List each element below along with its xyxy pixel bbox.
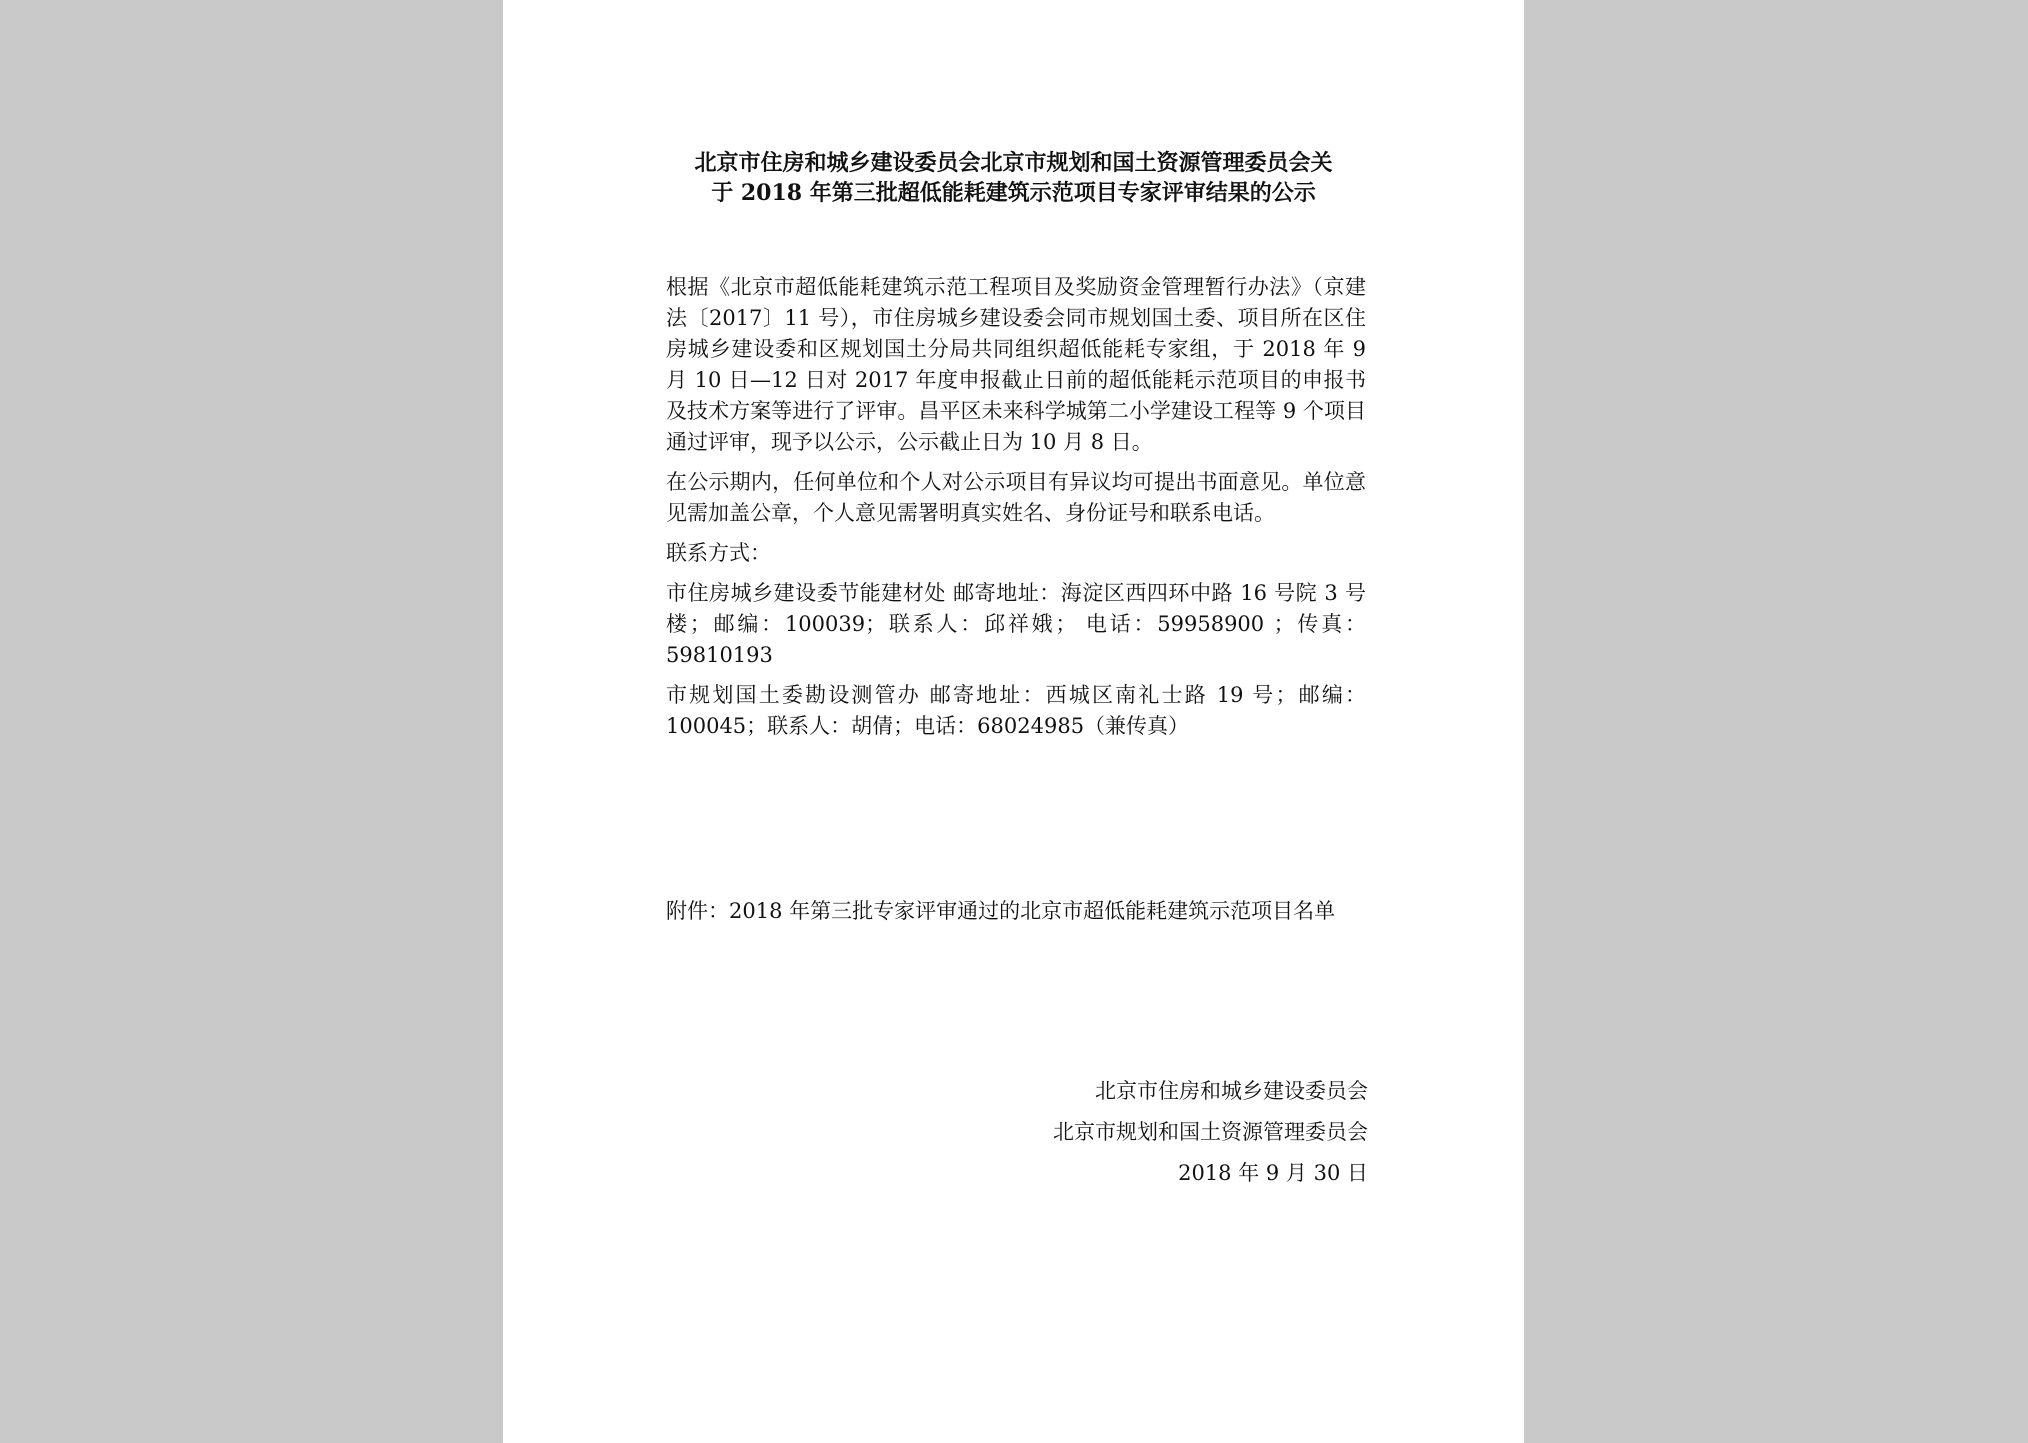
paragraph-contact-planning: 市规划国土委勘设测管办 邮寄地址：西城区南礼士路 19 号；邮编：100045；联系人：胡倩；电话：68024985（兼传真） [666, 683, 1366, 738]
signature-org-2: 北京市规划和国土资源管理委员会 [1053, 1120, 1368, 1144]
document-page [503, 0, 1524, 1443]
paragraph-contact-heading: 联系方式： [666, 541, 771, 565]
title-line-2: 于 2018 年第三批超低能耗建筑示范项目专家评审结果的公示 [711, 180, 1316, 206]
document-title [503, 148, 1524, 208]
title-line-1: 北京市住房和城乡建设委员会北京市规划和国土资源管理委员会关 [694, 150, 1333, 176]
attachment-note [666, 896, 1366, 927]
signature-org-1: 北京市住房和城乡建设委员会 [1095, 1079, 1368, 1103]
paragraph-basis: 根据《北京市超低能耗建筑示范工程项目及奖励资金管理暂行办法》（京建法〔2017〕11 号），市住房城乡建设委会同市规划国土委、项目所在区住房城乡建设委和区规划国土分局共同组织超低能耗专家组，于 2018 年 9 月 10 日—12 日对 2017 年度申报截止日前的超低能耗示范项目的申报书及技术方案等进行了评审。昌平区未来科学城第二小学建设工程等 9 个项目通过评审，现予以公示，公示截止日为 10 月 8 日。 [666, 275, 1366, 454]
document-body [666, 272, 1366, 751]
signature-date: 2018 年 9 月 30 日 [1178, 1161, 1368, 1185]
paragraph-objection: 在公示期内，任何单位和个人对公示项目有异议均可提出书面意见。单位意见需加盖公章，个人意见需署明真实姓名、身份证号和联系电话。 [666, 470, 1366, 525]
paragraph-contact-housing: 市住房城乡建设委节能建材处 邮寄地址：海淀区西四环中路 16 号院 3 号楼；邮编：100039；联系人：邱祥娥； 电话：59958900 ；传真：59810193 [666, 581, 1366, 667]
attachment-text: 附件：2018 年第三批专家评审通过的北京市超低能耗建筑示范项目名单 [666, 899, 1336, 923]
signature-block [1053, 1071, 1368, 1194]
